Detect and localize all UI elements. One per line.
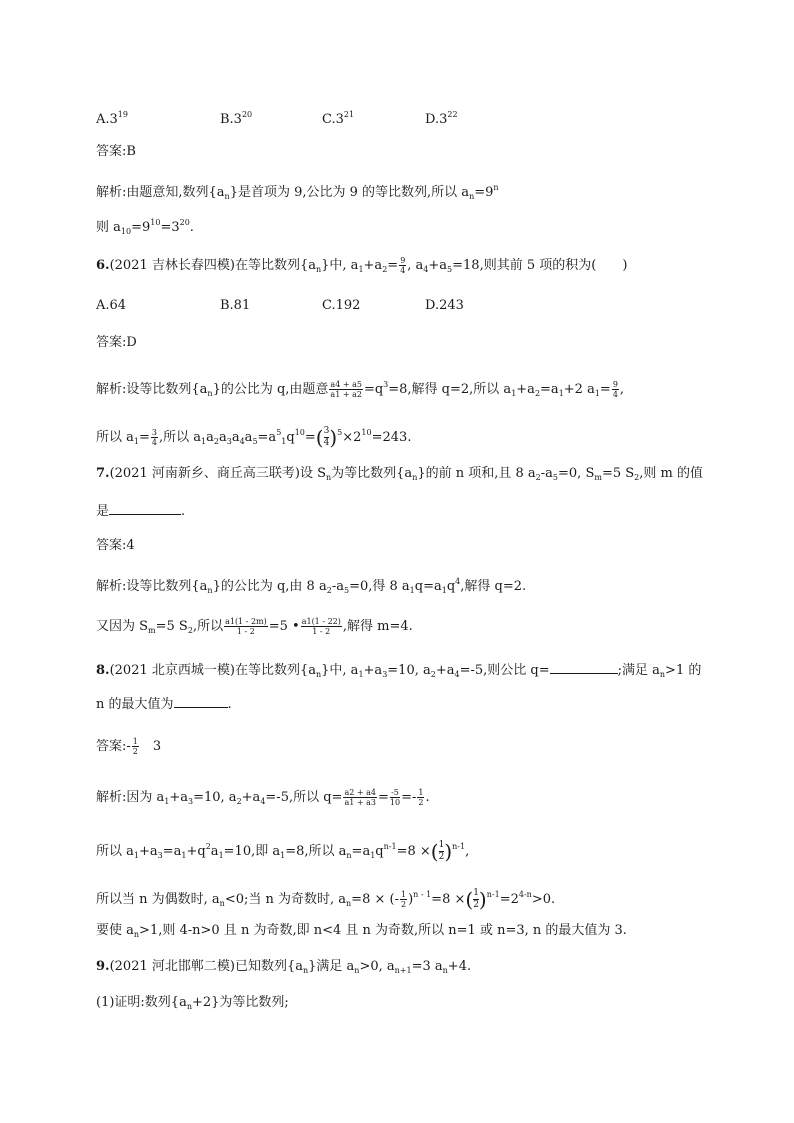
q8-ratio-blank[interactable] (550, 659, 618, 674)
q5-option-c: $C.3^{21}$ (322, 110, 355, 127)
q7-solution-line1: 解析:设等比数列$\{a_n\}$的公比为 q,由 8 $a_2-a_5=0$,得 8 $a_1q=a_1q^4$,解得 q=2. (96, 577, 527, 595)
q8-answer: 答案:- $\frac{1}{2}$ 3 (96, 737, 162, 756)
q5-solution-line2: 则 $a_{10}=9^{10}=3^{20}$. (96, 218, 194, 236)
q7-stem-line1: 7.(2021 河南新乡、商丘高三联考)设 $S_n$为等比数列$\{a_n\}$的前 n 项和,且 8 $a_2-a_5=0$, $S_m=5$ $S_2$,则 m 的值 (96, 466, 703, 482)
q9-stem: 9.(2021 河北邯郸二模)已知数列$\{a_n\}$满足 $a_n>0$, $a_{n+1}=3$ $a_n+4$. (96, 959, 472, 975)
q6-solution-line2: 所以 $a_1=$ $\frac{3}{4}$ ,所以 $a_1a_2a_3a_4a_5=a^5_1q^{10}=$( $\frac{3}{4}$ )$^5\times 2^{10}=243$. (96, 425, 412, 450)
q8-stem-line1: 8.(2021 北京西城一模)在等比数列$\{a_n\}$中, $a_1+a_3=10$, $a_2+a_4=-5$,则公比 q= ;满足 $a_n>1$ 的 (96, 659, 701, 684)
q5-option-a: $A.3^{19}$ (96, 110, 128, 127)
q7-answer-blank[interactable] (109, 500, 181, 515)
q9-part1: (1)证明:数列$\{a_n+2\}$为等比数列; (96, 995, 289, 1011)
q8-max-n-blank[interactable] (174, 693, 228, 708)
q6-solution-line1: 解析:设等比数列$\{a_n\}$的公比为 q,由题意 $\frac{a4 + a5}{a1 + a2}$ $=q^3=8$,解得 q=2,所以 $a_1+a_2=a_1+2$ $a_1=$ $\frac{9}{4}$ , (96, 380, 625, 399)
q8-solution-line3: 所以当 n 为偶数时, $a_n<0$;当 n 为奇数时, $a_n=8$ × (- $\frac{1}{2}$ )$^{n - 1}$=8 ×( $\frac{1}{2}$ )$^{n-1}=2^{4-n}>0$. (96, 887, 556, 912)
q8-solution-line4: 要使 $a_n>1$,则 4-n>0 且 n 为奇数,即 n<4 且 n 为奇数,所以 n=1 或 n=3, n 的最大值为 3. (96, 923, 627, 939)
q5-solution-line1: 解析:由题意知,数列$\{a_n\}$是首项为 9,公比为 9 的等比数列,所以 $a_n=9^n$ (96, 183, 499, 201)
q5-option-d: $D.3^{22}$ (425, 110, 458, 127)
q6-option-c: C.192 (322, 298, 361, 313)
q5-answer: 答案:B (96, 144, 136, 159)
q7-stem-line2: 是 . (96, 500, 185, 521)
q7-answer: 答案:4 (96, 538, 135, 553)
q6-ratio-fraction: $\frac{a4 + a5}{a1 + a2}$ (330, 380, 362, 399)
q6-fraction: $\frac{9}{4}$ (400, 256, 406, 275)
q5-option-b: $B.3^{20}$ (220, 110, 253, 127)
q7-solution-line2: 又因为 $S_m=5$ $S_2$,所以 $\frac{a1(1 - 2m)}{1 - 2}$ =5 • $\frac{a1(1 - 22)}{1 - 2}$ ,解得 m=4. (96, 617, 413, 636)
q6-answer: 答案:D (96, 335, 137, 350)
q8-stem-line2: n 的最大值为 . (96, 693, 232, 714)
q6-stem: 6.(2021 吉林长春四模)在等比数列$\{a_n\}$中, $a_1+a_2=$ $\frac{9}{4}$ , $a_4+a_5=18$,则其前 5 项的积为( ) (96, 256, 628, 275)
q6-option-a: A.64 (96, 298, 127, 313)
q8-solution-line1: 解析:因为 $a_1+a_3=10$, $a_2+a_4=-5$,所以 q= $\frac{a2 + a4}{a1 + a3}$ = $\frac{-5}{10}$ =- $\frac{1}{2}$ . (96, 788, 430, 807)
q6-option-d: D.243 (425, 298, 464, 313)
q6-option-b: B.81 (220, 298, 251, 313)
q8-solution-line2: 所以 $a_1+a_3=a_1+q^2a_1=10$,即 $a_1=8$,所以 $a_n=a_1q^{n-1}=8$ ×( $\frac{1}{2}$ )$^{n-1}$, (96, 839, 470, 864)
